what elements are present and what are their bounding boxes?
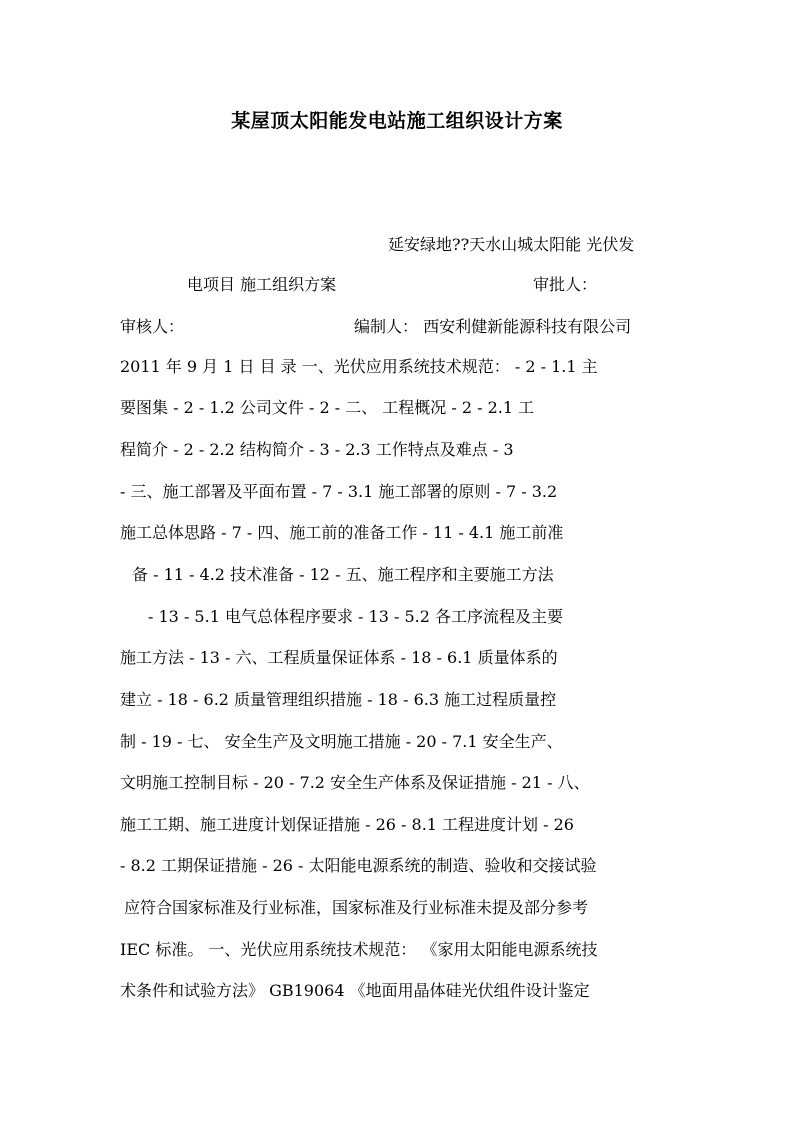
document-title: 某屋顶太阳能发电站施工组织设计方案 [231, 110, 563, 132]
body-line: 施工方法 - 13 - 六、工程质量保证体系 - 18 - 6.1 质量体系的 [120, 648, 558, 667]
body-line: 制 - 19 - 七、 安全生产及文明施工措施 - 20 - 7.1 安全生产、 [120, 732, 563, 751]
body-line: 备 - 11 - 4.2 技术准备 - 12 - 五、施工程序和主要施工方法 [132, 565, 554, 584]
header-project-line: 延安绿地??天水山城太阳能 光伏发 [388, 235, 635, 254]
body-line: 2011 年 9 月 1 日 目 录 一、光伏应用系统技术规范： - 2 - 1.1 主 [120, 357, 598, 376]
header-approver-label: 审批人： [533, 275, 598, 294]
body-line: 程简介 - 2 - 2.2 结构简介 - 3 - 2.3 工作特点及难点 - 3 [120, 440, 514, 459]
header-plan-name: 电项目 施工组织方案 [187, 275, 337, 294]
body-line: 建立 - 18 - 6.2 质量管理组织措施 - 18 - 6.3 施工过程质量控 [120, 690, 557, 709]
header-reviewer-label: 审核人： [120, 317, 185, 336]
body-line: 术条件和试验方法》 GB19064 《地面用晶体硅光伏组件设计鉴定 [120, 981, 590, 1000]
body-line: 应符合国家标准及行业标准，国家标准及行业标准未提及部分参考 [124, 898, 589, 917]
body-line: 施工工期、施工进度计划保证措施 - 26 - 8.1 工程进度计划 - 26 [120, 815, 574, 834]
body-line: - 13 - 5.1 电气总体程序要求 - 13 - 5.2 各工序流程及主要 [148, 607, 564, 626]
body-line: 文明施工控制目标 - 20 - 7.2 安全生产体系及保证措施 - 21 - 八、 [120, 773, 590, 792]
body-line: 要图集 - 2 - 1.2 公司文件 - 2 - 二、 工程概况 - 2 - 2.1 工 [120, 398, 535, 417]
body-line: - 三、施工部署及平面布置 - 7 - 3.1 施工部署的原则 - 7 - 3.2 [120, 482, 558, 501]
body-line: 施工总体思路 - 7 - 四、施工前的准备工作 - 11 - 4.1 施工前准 [120, 523, 564, 542]
header-author-label: 编制人： 西安利健新能源科技有限公司 [354, 317, 632, 336]
body-line: IEC 标准。 一、光伏应用系统技术规范： 《家用太阳能电源系统技 [120, 940, 598, 959]
body-line: - 8.2 工期保证措施 - 26 - 太阳能电源系统的制造、验收和交接试验 [120, 856, 597, 875]
